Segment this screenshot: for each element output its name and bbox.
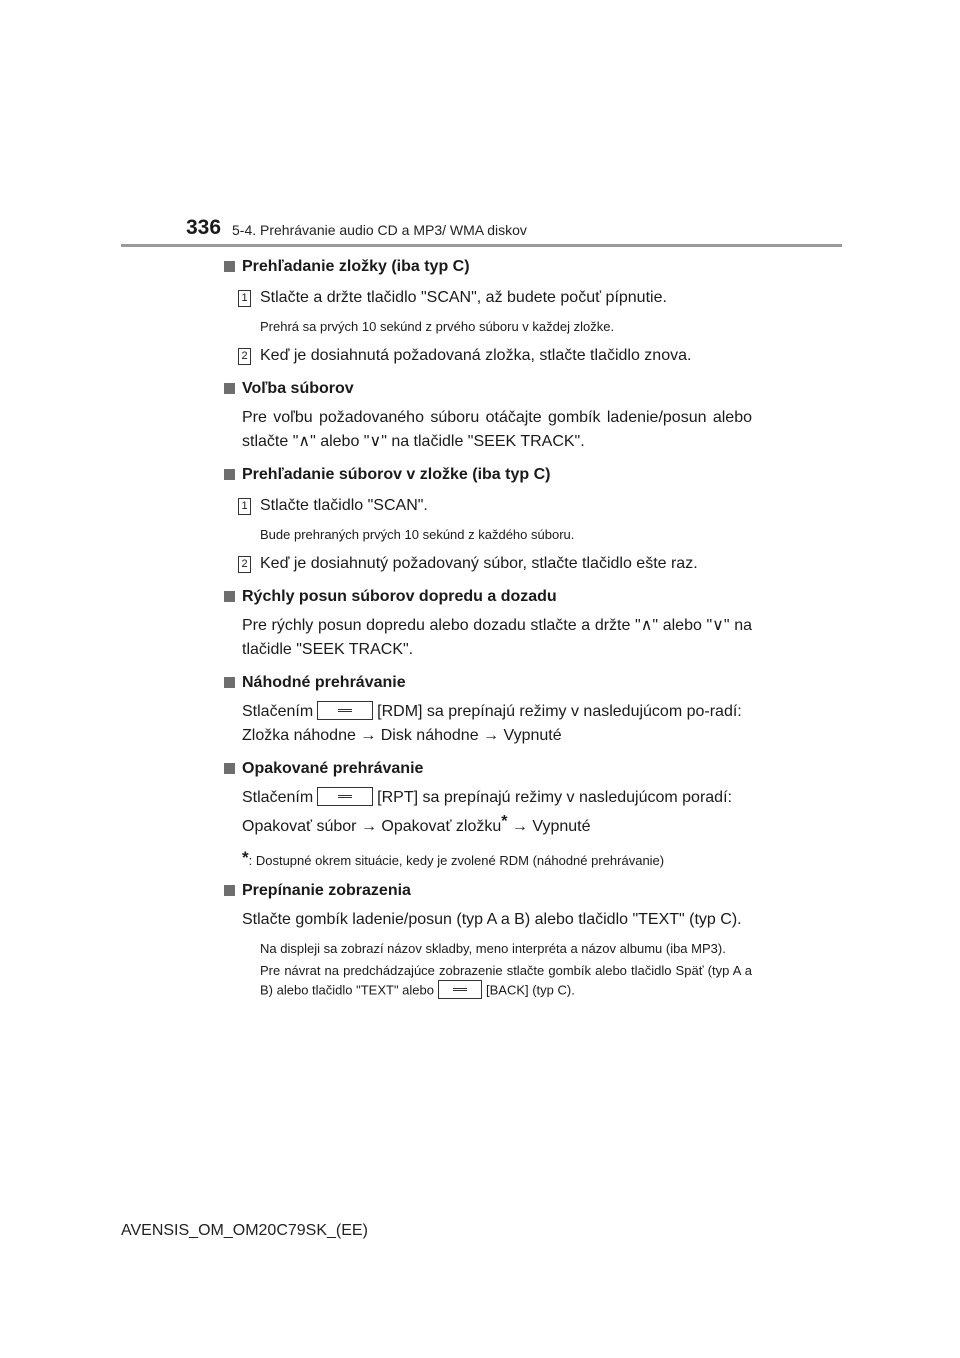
radio-button-icon	[438, 980, 482, 999]
radio-button-icon	[317, 787, 373, 806]
page-number: 336	[186, 216, 222, 239]
section-heading: Rýchly posun súborov dopredu a dozadu	[222, 586, 752, 608]
bullet-square-icon	[224, 885, 235, 896]
bullet-square-icon	[224, 383, 235, 394]
note: Pre návrat na predchádzajúce zobrazenie stlačte gombík alebo tlačidlo Späť (typ A a B) alebo tlačidlo "TEXT" alebo [BACK] (typ C).	[260, 963, 752, 998]
bullet-square-icon	[224, 591, 235, 602]
note: Prehrá sa prvých 10 sekúnd z prvého súboru v každej zložke.	[260, 319, 615, 334]
paragraph: Pre voľbu požadovaného súboru otáčajte gombík ladenie/posun alebo stlačte "∧" alebo "∨" na tlačidle "SEEK TRACK".	[242, 409, 752, 450]
header-rule	[121, 244, 842, 247]
page-content	[222, 252, 752, 1002]
step-number: 1	[238, 290, 251, 307]
paragraph: Stlačením [RPT] sa prepínajú režimy v nasledujúcom poradí:	[222, 786, 752, 810]
mode-sequence: Zložka náhodne → Disk náhodne → Vypnuté	[242, 727, 562, 744]
radio-button-icon	[317, 701, 373, 720]
footnote: *: Dostupné okrem situácie, kedy je zvolené RDM (náhodné prehrávanie)	[242, 848, 665, 868]
paragraph: Stlačením [RDM] sa prepínajú režimy v nasledujúcom po-radí:	[222, 700, 752, 724]
section-heading: Náhodné prehrávanie	[222, 672, 752, 694]
note: Bude prehraných prvých 10 sekúnd z každého súboru.	[260, 527, 575, 542]
step-number: 2	[238, 556, 251, 573]
step-number: 1	[238, 498, 251, 515]
section-heading: Voľba súborov	[222, 378, 752, 400]
mode-sequence: Opakovať súbor → Opakovať zložku* → Vypnuté	[242, 813, 591, 835]
section-heading: Opakované prehrávanie	[222, 758, 752, 780]
paragraph: Pre rýchly posun dopredu alebo dozadu stlačte a držte "∧" alebo "∨" na tlačidle "SEEK TRACK".	[242, 617, 752, 658]
bullet-square-icon	[224, 261, 235, 272]
paragraph: Stlačte gombík ladenie/posun (typ A a B) alebo tlačidlo "TEXT" (typ C).	[242, 911, 742, 928]
section-heading: Prehľadanie zložky (iba typ C)	[222, 256, 752, 278]
document-code: AVENSIS_OM_OM20C79SK_(EE)	[121, 1222, 368, 1239]
footnote-marker: *	[501, 813, 508, 830]
step-number: 2	[238, 348, 251, 365]
step: 1 Stlačte a držte tlačidlo "SCAN", až budete počuť pípnutie.	[222, 286, 752, 310]
section-heading: Prehľadanie súborov v zložke (iba typ C)	[222, 464, 752, 486]
section-title: 5-4. Prehrávanie audio CD a MP3/ WMA diskov	[232, 222, 527, 238]
bullet-square-icon	[224, 677, 235, 688]
section-heading: Prepínanie zobrazenia	[222, 880, 752, 902]
note: Na displeji sa zobrazí názov skladby, meno interpréta a názov albumu (iba MP3).	[260, 941, 726, 956]
bullet-square-icon	[224, 469, 235, 480]
step: 2 Keď je dosiahnutý požadovaný súbor, stlačte tlačidlo ešte raz.	[222, 552, 752, 576]
step: 1 Stlačte tlačidlo "SCAN".	[222, 494, 752, 518]
bullet-square-icon	[224, 763, 235, 774]
footnote-marker: *	[242, 848, 249, 867]
step: 2 Keď je dosiahnutá požadovaná zložka, stlačte tlačidlo znova.	[222, 344, 752, 368]
